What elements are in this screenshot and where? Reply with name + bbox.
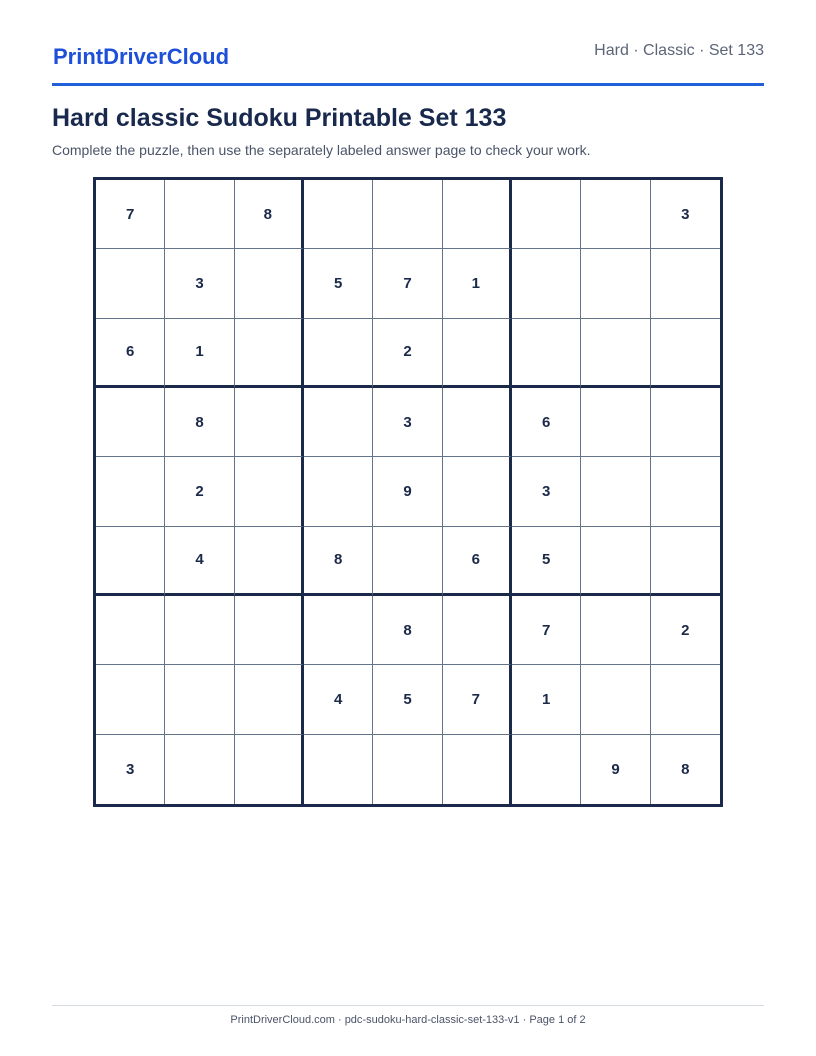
sudoku-cell-r5c9	[651, 457, 720, 526]
sudoku-cell-r3c7	[512, 319, 581, 388]
sudoku-cell-r6c6: 6	[443, 527, 512, 596]
sudoku-cell-r1c3: 8	[235, 180, 304, 249]
sudoku-cell-r5c4	[304, 457, 373, 526]
sudoku-cell-r9c2	[165, 735, 234, 804]
sudoku-cell-r9c9: 8	[681, 760, 690, 778]
footer-divider	[52, 1005, 764, 1006]
sudoku-cell-r7c1	[96, 596, 165, 665]
sudoku-cell-r4c9	[651, 388, 720, 457]
sudoku-cell-r6c3	[235, 527, 304, 596]
page-subtitle: Complete the puzzle, then use the separately labeled answer page to check your work.	[52, 142, 591, 158]
sudoku-cell-r7c9: 2	[651, 596, 720, 665]
sudoku-cell-r1c5	[373, 180, 442, 249]
sudoku-cell-r8c2	[165, 665, 234, 734]
sudoku-cell-r2c6: 1	[443, 249, 512, 318]
sudoku-cell-r9c3	[235, 735, 304, 804]
sudoku-cell-r4c4	[304, 388, 373, 457]
sudoku-cell-r3c2: 1	[165, 319, 234, 388]
page-footer: PrintDriverCloud.com · pdc-sudoku-hard-classic-set-133-v1 · Page 1 of 2	[230, 1014, 586, 1026]
header-divider	[52, 83, 764, 86]
sudoku-cell-r7c5: 8	[373, 596, 442, 665]
sudoku-cell-r1c2	[165, 180, 234, 249]
sudoku-cell-r7c4	[304, 596, 373, 665]
sudoku-cell-r3c9	[651, 319, 720, 388]
sudoku-grid	[93, 177, 723, 807]
sudoku-cell-r3c6	[443, 319, 512, 388]
sudoku-cell-r4c6	[443, 388, 512, 457]
sudoku-cell-r2c3	[235, 249, 304, 318]
sudoku-cell-r8c1	[96, 665, 165, 734]
sudoku-cell-r2c1	[96, 249, 165, 318]
sudoku-cell-r3c1: 6	[96, 319, 165, 388]
sudoku-cell-r4c8	[581, 388, 650, 457]
sudoku-cell-r3c4	[304, 319, 373, 388]
sudoku-cell-r8c3	[235, 665, 304, 734]
sudoku-cell-r6c2: 4	[165, 527, 234, 596]
sudoku-cell-r4c5: 3	[373, 388, 442, 457]
sudoku-cell-r5c1	[96, 457, 165, 526]
sudoku-cell-r9c5	[373, 735, 442, 804]
sudoku-cell-r5c3	[235, 457, 304, 526]
sudoku-cell-r8c4: 4	[304, 665, 373, 734]
sudoku-cell-r2c9	[651, 249, 720, 318]
sudoku-cell-r7c7: 7	[512, 596, 581, 665]
sudoku-cell-r6c1	[96, 527, 165, 596]
sudoku-cell-r4c1	[96, 388, 165, 457]
sudoku-cell-r1c8	[581, 180, 650, 249]
sudoku-cell-r4c7: 6	[512, 388, 581, 457]
sudoku-cell-r7c2	[165, 596, 234, 665]
page-title: Hard classic Sudoku Printable Set 133	[52, 104, 507, 132]
sudoku-cell-r9c4	[304, 735, 373, 804]
sudoku-cell-r3c8	[581, 319, 650, 388]
sudoku-cell-r3c3	[235, 319, 304, 388]
sudoku-cell-r1c1: 7	[96, 180, 165, 249]
sudoku-cell-r2c5: 7	[373, 249, 442, 318]
sudoku-cell-r4c2: 8	[165, 388, 234, 457]
sudoku-cell-r8c5: 5	[373, 665, 442, 734]
sudoku-cell-r6c8	[581, 527, 650, 596]
sudoku-cell-r1c7	[512, 180, 581, 249]
sudoku-cell-r5c6	[443, 457, 512, 526]
sudoku-cell-r4c3	[235, 388, 304, 457]
sudoku-cell-r9c6	[443, 735, 512, 804]
sudoku-cell-r6c7: 5	[512, 527, 581, 596]
sudoku-cell-r8c8	[581, 665, 650, 734]
sudoku-cell-r2c7	[512, 249, 581, 318]
sudoku-cell-r7c8	[581, 596, 650, 665]
sudoku-cell-r5c5: 9	[373, 457, 442, 526]
sudoku-cell-r2c2: 3	[165, 249, 234, 318]
sudoku-cell-r9c8: 9	[581, 735, 650, 804]
sudoku-cell-r2c4: 5	[304, 249, 373, 318]
puzzle-meta: Hard · Classic · Set 133	[594, 42, 764, 59]
sudoku-cell-r8c7: 1	[512, 665, 581, 734]
sudoku-cell-r6c4: 8	[304, 527, 373, 596]
sudoku-cell-r6c5	[373, 527, 442, 596]
sudoku-cell-r3c5: 2	[373, 319, 442, 388]
sudoku-cell-r6c9	[651, 527, 720, 596]
sudoku-cell-r7c3	[235, 596, 304, 665]
sudoku-cell-r9c7	[512, 735, 581, 804]
sudoku-cell-r1c4	[304, 180, 373, 249]
sudoku-cell-r5c8	[581, 457, 650, 526]
sudoku-cell-r1c6	[443, 180, 512, 249]
sudoku-cell-r8c9	[651, 665, 720, 734]
sudoku-cell-r1c9: 3	[651, 180, 720, 249]
sudoku-cell-r5c2: 2	[165, 457, 234, 526]
sudoku-cell-r9c1: 3	[96, 735, 165, 804]
sudoku-cell-r7c6	[443, 596, 512, 665]
sudoku-cell-r8c6: 7	[443, 665, 512, 734]
sudoku-cell-r5c7: 3	[512, 457, 581, 526]
sudoku-cell-r2c8	[581, 249, 650, 318]
brand-logo-text: PrintDriverCloud	[53, 44, 230, 69]
